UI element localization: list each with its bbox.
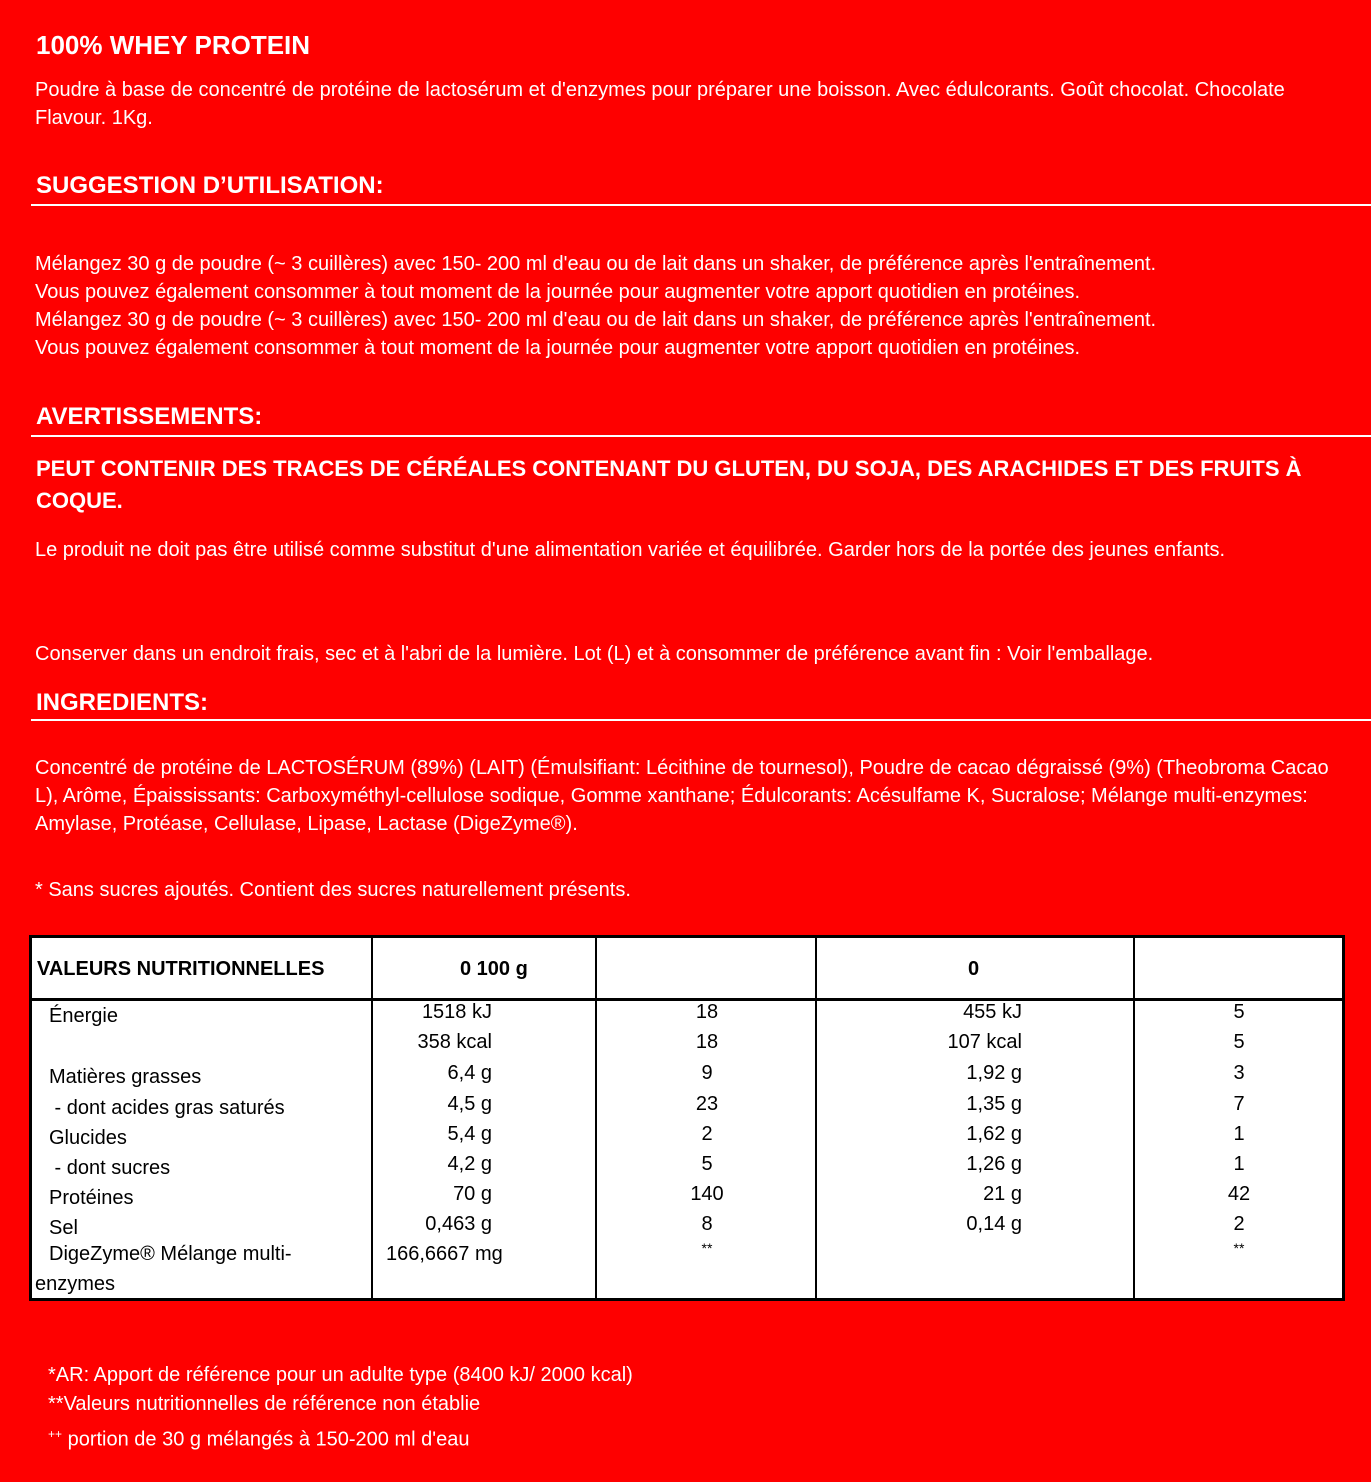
nutrient-value-portion: 1,26 g <box>966 1153 1022 1175</box>
warnings-heading: AVERTISSEMENTS: <box>36 403 263 430</box>
usage-advice: Le produit ne doit pas être utilisé comme substitut d'une alimentation variée et équilibrée. Garder hors de la portée des jeunes enfants. <box>35 539 1226 561</box>
nutrient-name: Matières grasses <box>49 1066 202 1088</box>
nutrient-ar-100g: 8 <box>701 1213 713 1235</box>
ingredients-heading: INGREDIENTS: <box>36 689 209 716</box>
nutrient-ar-portion: ** <box>1233 1240 1245 1256</box>
nutrient-name: Sel <box>49 1217 78 1239</box>
usage-line: Mélangez 30 g de poudre (~ 3 cuillères) avec 150- 200 ml d'eau ou de lait dans un shaker, de préférence après l'entraînement. <box>35 309 1157 331</box>
nutrient-value-100g: 4,2 g <box>447 1153 492 1175</box>
portion-mark: ++ <box>48 1427 63 1441</box>
nutrient-value-portion: 1,35 g <box>966 1093 1022 1115</box>
footnote-no-reference: **Valeurs nutritionnelles de référence non établie <box>48 1393 481 1415</box>
nutrient-ar-100g: 5 <box>701 1153 713 1175</box>
nutrient-ar-portion: 1 <box>1233 1153 1245 1175</box>
nutrient-value-portion: 21 g <box>983 1183 1022 1205</box>
nutrient-name: Protéines <box>49 1187 134 1209</box>
nutrient-ar-portion: 3 <box>1233 1062 1245 1084</box>
nutrient-name: DigeZyme® Mélange multi- <box>49 1243 292 1265</box>
nutrient-value-100g: 6,4 g <box>447 1062 492 1084</box>
nutrient-ar-portion: 1 <box>1233 1123 1245 1145</box>
usage-heading: SUGGESTION D’UTILISATION: <box>36 172 384 199</box>
warnings-divider <box>31 435 1371 437</box>
nutrient-value-100g: 5,4 g <box>447 1123 492 1145</box>
nutrient-name: Glucides <box>49 1127 127 1149</box>
nutrient-value-portion: 455 kJ <box>963 1001 1022 1023</box>
allergen-warning: PEUT CONTENIR DES TRACES DE CÉRÉALES CONTENANT DU GLUTEN, DU SOJA, DES ARACHIDES ET DES FRUITS À COQUE. <box>36 456 1302 513</box>
nutrient-ar-100g: 18 <box>695 1001 719 1023</box>
footnote-portion <box>48 1420 469 1454</box>
nutrient-value-100g: 70 g <box>453 1183 492 1205</box>
product-title: 100% WHEY PROTEIN <box>36 30 311 60</box>
usage-line: Vous pouvez également consommer à tout moment de la journée pour augmenter votre apport quotidien en protéines. <box>35 337 1081 359</box>
usage-text <box>35 250 1335 362</box>
nutrient-ar-100g: ** <box>701 1240 713 1256</box>
nutrient-value-portion: 1,92 g <box>966 1062 1022 1084</box>
footnote-ar: *AR: Apport de référence pour un adulte type (8400 kJ/ 2000 kcal) <box>48 1364 633 1386</box>
ingredients-text: Concentré de protéine de LACTOSÉRUM (89%) (LAIT) (Émulsifiant: Lécithine de tournesol), Poudre de cacao dégraissé (9%) (Theobroma Cacao L), Arôme, Épaississants: Carboxyméthyl-cellulose sodique, Gomme xanthane; Édulcorants: Acésulfame K, Sucralose; Mélange multi-enzymes: Amylase, Protéase, Cellulase, Lipase, Lactase (DigeZyme®). <box>35 757 1329 835</box>
nutrient-value-100g: 358 kcal <box>417 1031 492 1053</box>
storage-info: Conserver dans un endroit frais, sec et à l'abri de la lumière. Lot (L) et à consommer de préférence avant fin : Voir l'emballage. <box>35 643 1154 665</box>
portion-text: portion de 30 g mélangés à 150-200 ml d'eau <box>62 1428 470 1451</box>
nutrient-value-portion: 1,62 g <box>966 1123 1022 1145</box>
column-divider <box>1133 938 1135 1298</box>
nutrient-value-100g: 0,463 g <box>425 1213 492 1235</box>
nutrient-ar-100g: 23 <box>695 1093 719 1115</box>
nutrient-value-portion: 107 kcal <box>947 1031 1022 1053</box>
nutrient-ar-portion: 5 <box>1233 1001 1245 1023</box>
nutrition-header-label: VALEURS NUTRITIONNELLES <box>37 958 325 980</box>
nutrition-header-per100: 0 100 g <box>460 958 528 980</box>
nutrient-ar-portion: 7 <box>1233 1093 1245 1115</box>
nutrition-table <box>29 935 1345 1301</box>
usage-line: Vous pouvez également consommer à tout moment de la journée pour augmenter votre apport quotidien en protéines. <box>35 281 1081 303</box>
nutrient-ar-portion: 42 <box>1227 1183 1251 1205</box>
ingredients-divider <box>31 719 1371 721</box>
nutrient-ar-100g: 140 <box>690 1183 724 1205</box>
nutrient-ar-100g: 18 <box>695 1031 719 1053</box>
usage-line: Mélangez 30 g de poudre (~ 3 cuillères) avec 150- 200 ml d'eau ou de lait dans un shaker, de préférence après l'entraînement. <box>35 253 1157 275</box>
nutrient-name: Énergie <box>49 1005 118 1027</box>
column-divider <box>815 938 817 1298</box>
nutrient-name: - dont sucres <box>49 1157 171 1179</box>
nutrient-ar-portion: 2 <box>1233 1213 1245 1235</box>
nutrient-value-100g: 4,5 g <box>447 1093 492 1115</box>
column-divider <box>595 938 597 1298</box>
column-divider <box>371 938 373 1298</box>
nutrient-value-100g: 1518 kJ <box>421 1001 492 1023</box>
usage-divider <box>31 204 1371 206</box>
nutrient-ar-portion: 5 <box>1233 1031 1245 1053</box>
nutrition-header-portion: 0 <box>968 958 980 980</box>
nutrient-name: - dont acides gras saturés <box>49 1097 285 1119</box>
sugar-note: * Sans sucres ajoutés. Contient des sucres naturellement présents. <box>35 879 631 901</box>
nutrient-ar-100g: 2 <box>701 1123 713 1145</box>
nutrient-ar-100g: 9 <box>701 1062 713 1084</box>
nutrient-name-cont: enzymes <box>35 1273 116 1295</box>
product-description: Poudre à base de concentré de protéine de lactosérum et d'enzymes pour préparer une boisson. Avec édulcorants. Goût chocolat. Chocolate Flavour. 1Kg. <box>35 79 1285 129</box>
nutrient-value-100g: 166,6667 mg <box>386 1243 503 1265</box>
nutrient-value-portion: 0,14 g <box>966 1213 1022 1235</box>
